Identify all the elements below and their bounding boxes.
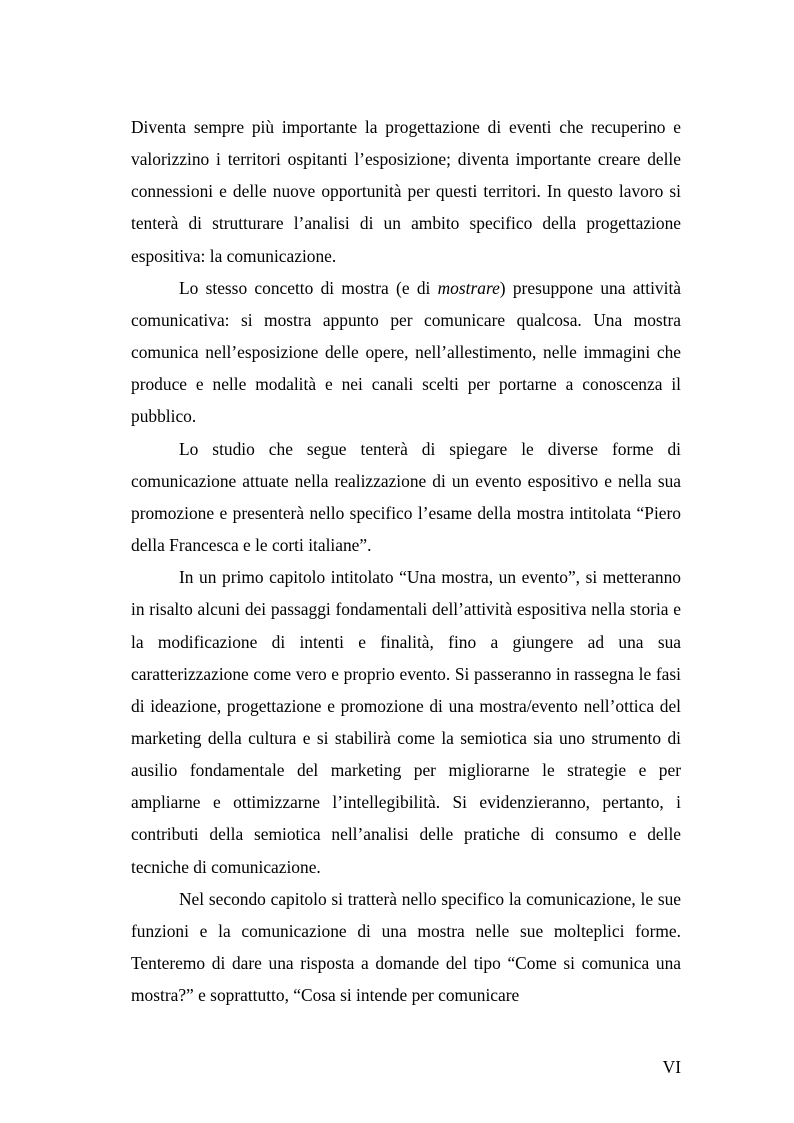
- paragraph-4: In un primo capitolo intitolato “Una mostra, un evento”, si metteranno in risalto alcuni dei passaggi fondamentali dell’attività espositiva nella storia e la modificazione di intenti e finalità, fino a giungere ad una sua caratterizzazione come vero e proprio evento. Si passeranno in rassegna le fasi di ideazione, progettazione e promozione di una mostra/evento nell’ottica del marketing della cultura e si stabilirà come la semiotica sia uno strumento di ausilio fondamentale del marketing per migliorarne le strategie e per ampliarne e ottimizzarne l’intellegibilità. Si evidenzieranno, pertanto, i contributi della semiotica nell’analisi delle pratiche di consumo e delle tecniche di comunicazione.: [131, 567, 681, 877]
- paragraph-2-emphasis: mostrare: [437, 277, 500, 298]
- paragraph-1: Diventa sempre più importante la progettazione di eventi che recuperino e valorizzino i territori ospitanti l’esposizione; diventa importante creare delle connessioni e delle nuove opportunità per questi territori. In questo lavoro si tenterà di strutturare l’analisi di un ambito specifico della progettazione espositiva: la comunicazione.: [131, 117, 681, 266]
- paragraph-2-text-start: Lo stesso concetto di mostra (e di: [179, 277, 438, 298]
- body-text: [131, 111, 681, 1011]
- paragraph-5: Nel secondo capitolo si tratterà nello specifico la comunicazione, le sue funzioni e la comunicazione di una mostra nelle sue molteplici forme. Tenteremo di dare una risposta a domande del tipo “Come si comunica una mostra?” e soprattutto, “Cosa si intende per comunicare: [131, 888, 681, 1006]
- paragraph-3: Lo studio che segue tenterà di spiegare le diverse forme di comunicazione attuate nella realizzazione di un evento espositivo e nella sua promozione e presenterà nello specifico l’esame della mostra intitolata “Piero della Francesca e le corti italiane”.: [131, 438, 681, 556]
- page-number: VI: [662, 1057, 681, 1077]
- paragraph-2-text-end: ) presuppone una attività comunicativa: si mostra appunto per comunicare qualcosa. Una mostra comunica nell’esposizione delle opere, nell’allestimento, nelle immagini che produce e nelle modalità e nei canali scelti per portarne a conoscenza il pubblico.: [131, 277, 681, 427]
- paragraph-2: [131, 272, 681, 433]
